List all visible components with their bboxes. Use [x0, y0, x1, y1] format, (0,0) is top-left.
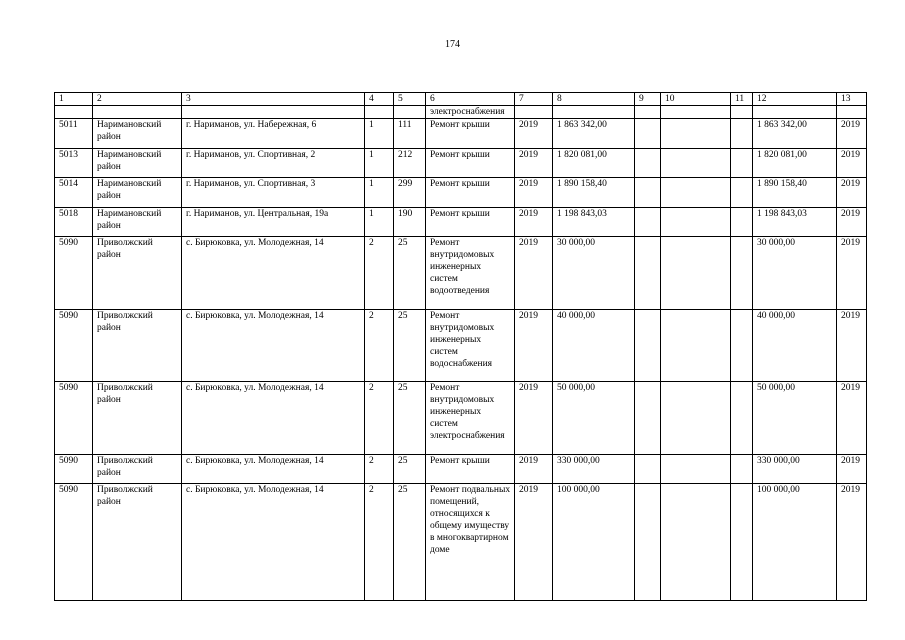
cell-col13: 2019 — [837, 208, 867, 237]
cell-address: с. Бирюковка, ул. Молодежная, 14 — [182, 484, 365, 601]
cell-col9 — [635, 382, 661, 455]
cell-district — [93, 106, 182, 119]
column-header: 10 — [661, 93, 731, 106]
cell-work-type: Ремонт крыши — [426, 149, 515, 178]
cell-cost: 100 000,00 — [553, 484, 635, 601]
cell-col10 — [661, 119, 731, 149]
cell-district: Наримановский район — [93, 149, 182, 178]
cell-address: с. Бирюковка, ул. Молодежная, 14 — [182, 455, 365, 484]
cell-year: 2019 — [515, 382, 553, 455]
cell-district: Наримановский район — [93, 208, 182, 237]
cell-id: 5018 — [55, 208, 93, 237]
cell-col5: 299 — [394, 178, 426, 208]
cell-col9 — [635, 149, 661, 178]
cell-year — [515, 106, 553, 119]
cell-col9 — [635, 237, 661, 310]
cell-col12: 100 000,00 — [753, 484, 837, 601]
cell-col11 — [731, 149, 753, 178]
cell-work-type: Ремонт крыши — [426, 178, 515, 208]
cell-col4: 2 — [365, 484, 394, 601]
column-header: 11 — [731, 93, 753, 106]
cell-col4: 2 — [365, 455, 394, 484]
table-row — [55, 178, 867, 208]
cell-col12: 50 000,00 — [753, 382, 837, 455]
column-header: 12 — [753, 93, 837, 106]
cell-cost: 330 000,00 — [553, 455, 635, 484]
cell-address: г. Нариманов, ул. Спортивная, 2 — [182, 149, 365, 178]
cell-district: Приволжский район — [93, 310, 182, 382]
column-header: 9 — [635, 93, 661, 106]
cell-col13: 2019 — [837, 382, 867, 455]
cell-cost: 1 863 342,00 — [553, 119, 635, 149]
cell-col4: 2 — [365, 382, 394, 455]
cell-col4: 1 — [365, 119, 394, 149]
table-row — [55, 149, 867, 178]
cell-year: 2019 — [515, 178, 553, 208]
column-header: 5 — [394, 93, 426, 106]
cell-cost: 40 000,00 — [553, 310, 635, 382]
cell-col10 — [661, 149, 731, 178]
cell-col12: 40 000,00 — [753, 310, 837, 382]
cell-col12 — [753, 106, 837, 119]
cell-col5: 190 — [394, 208, 426, 237]
cell-cost: 1 198 843,03 — [553, 208, 635, 237]
cell-year: 2019 — [515, 310, 553, 382]
cell-id: 5013 — [55, 149, 93, 178]
register-table — [54, 92, 867, 601]
cell-work-type: Ремонт внутридомовых инженерных систем водоснабжения — [426, 310, 515, 382]
cell-work-type: электроснабжения — [426, 106, 515, 119]
table-row — [55, 455, 867, 484]
cell-col13: 2019 — [837, 119, 867, 149]
cell-id: 5014 — [55, 178, 93, 208]
table-row — [55, 119, 867, 149]
cell-col13: 2019 — [837, 178, 867, 208]
page-number: 174 — [445, 39, 460, 50]
cell-year: 2019 — [515, 119, 553, 149]
cell-col9 — [635, 178, 661, 208]
cell-address: с. Бирюковка, ул. Молодежная, 14 — [182, 382, 365, 455]
column-number-row — [55, 93, 867, 106]
table-row — [55, 208, 867, 237]
cell-district: Приволжский район — [93, 484, 182, 601]
cell-id: 5090 — [55, 455, 93, 484]
cell-work-type: Ремонт внутридомовых инженерных систем водоотведения — [426, 237, 515, 310]
cell-work-type: Ремонт крыши — [426, 208, 515, 237]
table-row — [55, 382, 867, 455]
cell-col5: 111 — [394, 119, 426, 149]
cell-col5 — [394, 106, 426, 119]
cell-cost: 1 890 158,40 — [553, 178, 635, 208]
cell-col4: 1 — [365, 208, 394, 237]
cell-col10 — [661, 178, 731, 208]
column-header: 7 — [515, 93, 553, 106]
cell-col9 — [635, 119, 661, 149]
cell-district: Приволжский район — [93, 237, 182, 310]
cell-col9 — [635, 484, 661, 601]
cell-col13: 2019 — [837, 237, 867, 310]
cell-year: 2019 — [515, 237, 553, 310]
cell-district: Приволжский район — [93, 455, 182, 484]
column-header: 1 — [55, 93, 93, 106]
cell-work-type: Ремонт подвальных помещений, относящихся к общему имуществу в многоквартирном доме — [426, 484, 515, 601]
cell-cost: 30 000,00 — [553, 237, 635, 310]
cell-address: г. Нариманов, ул. Центральная, 19а — [182, 208, 365, 237]
cell-col13: 2019 — [837, 455, 867, 484]
cell-col10 — [661, 310, 731, 382]
table-row — [55, 484, 867, 601]
cell-cost: 1 820 081,00 — [553, 149, 635, 178]
cell-col5: 25 — [394, 237, 426, 310]
cell-col11 — [731, 237, 753, 310]
cell-cost: 50 000,00 — [553, 382, 635, 455]
cell-col12: 1 890 158,40 — [753, 178, 837, 208]
cell-col11 — [731, 455, 753, 484]
cell-col9 — [635, 208, 661, 237]
cell-work-type: Ремонт крыши — [426, 119, 515, 149]
cell-col11 — [731, 106, 753, 119]
cell-col10 — [661, 237, 731, 310]
cell-col9 — [635, 310, 661, 382]
cell-col4: 1 — [365, 178, 394, 208]
cell-col11 — [731, 382, 753, 455]
cell-col12: 1 198 843,03 — [753, 208, 837, 237]
cell-col11 — [731, 208, 753, 237]
cell-col10 — [661, 484, 731, 601]
column-header: 2 — [93, 93, 182, 106]
cell-district: Наримановский район — [93, 178, 182, 208]
cell-col5: 25 — [394, 382, 426, 455]
cell-id — [55, 106, 93, 119]
cell-id: 5090 — [55, 237, 93, 310]
cell-col4: 2 — [365, 237, 394, 310]
cell-col5: 25 — [394, 484, 426, 601]
cell-col5: 25 — [394, 455, 426, 484]
cell-year: 2019 — [515, 484, 553, 601]
cell-col5: 212 — [394, 149, 426, 178]
cell-id: 5011 — [55, 119, 93, 149]
cell-col5: 25 — [394, 310, 426, 382]
cell-col12: 1 863 342,00 — [753, 119, 837, 149]
cell-col10 — [661, 208, 731, 237]
cell-col13: 2019 — [837, 149, 867, 178]
cell-year: 2019 — [515, 149, 553, 178]
cell-col9 — [635, 106, 661, 119]
cell-id: 5090 — [55, 382, 93, 455]
cell-col13: 2019 — [837, 484, 867, 601]
cell-col13: 2019 — [837, 310, 867, 382]
cell-id: 5090 — [55, 484, 93, 601]
cell-address: с. Бирюковка, ул. Молодежная, 14 — [182, 310, 365, 382]
table-row — [55, 310, 867, 382]
cell-col12: 1 820 081,00 — [753, 149, 837, 178]
cell-address: с. Бирюковка, ул. Молодежная, 14 — [182, 237, 365, 310]
cell-col11 — [731, 178, 753, 208]
cell-col4 — [365, 106, 394, 119]
cell-address: г. Нариманов, ул. Набережная, 6 — [182, 119, 365, 149]
cell-district: Наримановский район — [93, 119, 182, 149]
cell-col10 — [661, 382, 731, 455]
column-header: 3 — [182, 93, 365, 106]
cell-col9 — [635, 455, 661, 484]
cell-district: Приволжский район — [93, 382, 182, 455]
cell-work-type: Ремонт внутридомовых инженерных систем электроснабжения — [426, 382, 515, 455]
cell-col11 — [731, 310, 753, 382]
cell-col11 — [731, 119, 753, 149]
cell-col12: 330 000,00 — [753, 455, 837, 484]
cell-cost — [553, 106, 635, 119]
cell-id: 5090 — [55, 310, 93, 382]
cell-col11 — [731, 484, 753, 601]
cell-col4: 2 — [365, 310, 394, 382]
cell-col4: 1 — [365, 149, 394, 178]
cell-address: г. Нариманов, ул. Спортивная, 3 — [182, 178, 365, 208]
cell-col10 — [661, 455, 731, 484]
column-header: 13 — [837, 93, 867, 106]
cell-year: 2019 — [515, 455, 553, 484]
cell-work-type: Ремонт крыши — [426, 455, 515, 484]
cell-col10 — [661, 106, 731, 119]
cell-year: 2019 — [515, 208, 553, 237]
column-header: 4 — [365, 93, 394, 106]
table-row — [55, 237, 867, 310]
column-header: 8 — [553, 93, 635, 106]
continuation-row — [55, 106, 867, 119]
cell-col12: 30 000,00 — [753, 237, 837, 310]
cell-address — [182, 106, 365, 119]
column-header: 6 — [426, 93, 515, 106]
cell-col13 — [837, 106, 867, 119]
